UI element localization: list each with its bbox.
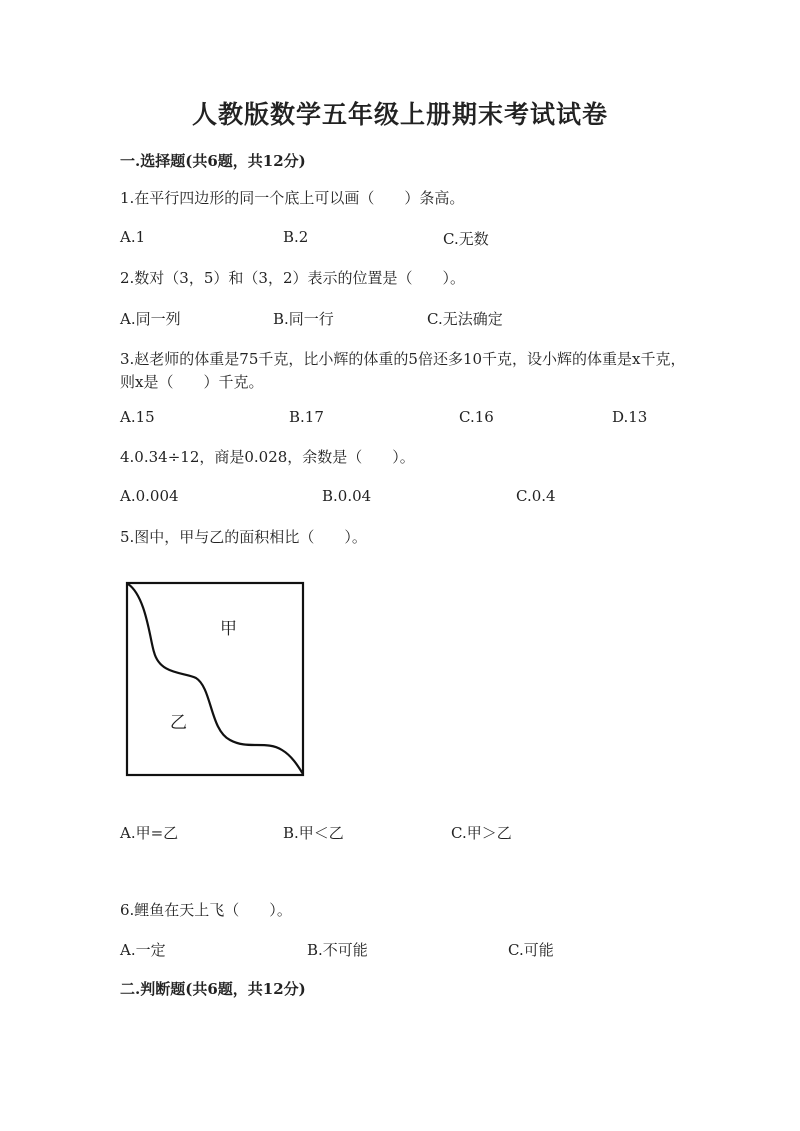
question-3-option-a: A.15 xyxy=(120,408,155,426)
question-1-option-a: A.1 xyxy=(120,228,146,246)
question-2-option-c: C.无法确定 xyxy=(427,310,503,328)
question-5-option-a: A.甲=乙 xyxy=(120,824,179,842)
page-title: 人教版数学五年级上册期末考试试卷 xyxy=(191,100,608,129)
section-heading-multiple-choice: 一.选择题(共6题，共12分) xyxy=(120,152,306,170)
question-1-option-b: B.2 xyxy=(283,228,309,246)
question-3-option-b: B.17 xyxy=(289,408,324,426)
question-3-option-c: C.16 xyxy=(459,408,494,426)
question-2-option-a: A.同一列 xyxy=(120,310,181,328)
question-4-option-a: A.0.004 xyxy=(120,487,179,505)
question-1-option-c: C.无数 xyxy=(443,230,489,248)
question-6-text: 6.鲤鱼在天上飞（ ）。 xyxy=(120,901,292,919)
question-4-option-c: C.0.4 xyxy=(516,487,556,505)
question-4-text: 4.0.34÷12，商是0.028，余数是（ ）。 xyxy=(120,448,415,466)
question-2-option-b: B.同一行 xyxy=(273,310,334,328)
question-6-option-a: A.一定 xyxy=(120,941,166,959)
question-1-text: 1.在平行四边形的同一个底上可以画（ ）条高。 xyxy=(120,189,465,207)
question-6-option-b: B.不可能 xyxy=(307,941,368,959)
figure-label-jia: 甲 xyxy=(220,619,237,639)
question-3-option-d: D.13 xyxy=(612,408,648,426)
question-5-text: 5.图中，甲与乙的面积相比（ ）。 xyxy=(120,528,367,546)
question-4-option-b: B.0.04 xyxy=(322,487,372,505)
section-heading-true-false: 二.判断题(共6题，共12分) xyxy=(120,980,306,998)
area-comparison-figure xyxy=(124,580,308,780)
question-3-text: 3.赵老师的体重是75千克，比小辉的体重的5倍还多10千克，设小辉的体重是x千克，则x是（ ）千克。 xyxy=(120,350,686,391)
question-5-option-c: C.甲＞乙 xyxy=(451,824,512,842)
figure-dividing-curve xyxy=(128,584,303,774)
figure-label-yi: 乙 xyxy=(170,713,187,733)
question-6-option-c: C.可能 xyxy=(508,941,554,959)
question-5-option-b: B.甲＜乙 xyxy=(283,824,344,842)
question-2-text: 2.数对（3，5）和（3，2）表示的位置是（ ）。 xyxy=(120,269,465,287)
